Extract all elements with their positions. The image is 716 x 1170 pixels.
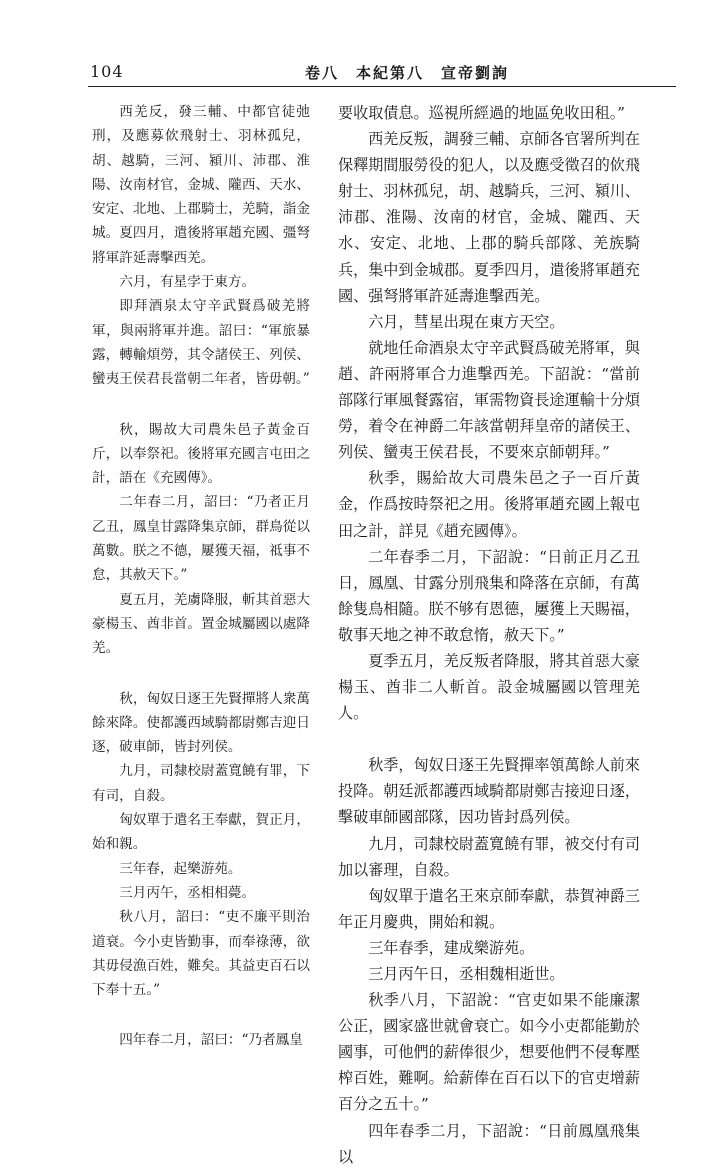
- paragraph-right-9: 九月，司隸校尉蓋寬饒有罪，被交付有司加以審理，自殺。: [338, 834, 640, 879]
- paragraph-right-7: 夏季五月，羌反叛者降服，將其首惡大豪楊玉、酋非二人斬首。設金城屬國以管理羌人。: [338, 651, 640, 723]
- classical-text-column: [92, 100, 310, 1049]
- paragraph-left-5: 二年春二月，詔曰：“乃者正月乙丑，鳳皇甘露降集京師，群鳥從以萬數。朕之不德，屢獲天福，祗事不怠，其赦天下。”: [92, 494, 310, 584]
- paragraph-right-3: 六月，彗星出現在東方天空。: [368, 312, 565, 331]
- paragraph-right-1: 要收取債息。巡視所經過的地區免收田租。”: [338, 104, 625, 122]
- paragraph-right-14: 四年春季二月，下詔說：“日前鳳凰飛集以: [338, 1121, 640, 1166]
- paragraph-left-3: 即拜酒泉太守辛武賢爲破羌將軍，與兩將軍并進。詔曰：“軍旅暴露，轉輸煩勞，其令諸侯王、列侯、蠻夷王侯君長當朝二年者，皆毋朝。”: [92, 298, 310, 388]
- paragraph-left-9: 匈奴單于遣名王奉獻，賀正月，始和親。: [92, 812, 310, 853]
- page-header: [0, 60, 716, 92]
- paragraph-right-5: 秋季，賜給故大司農朱邑之子一百斤黃金，作爲按時祭祀之用。後將軍趙充國上報屯田之計，詳見《趙充國傳》。: [338, 469, 640, 540]
- paragraph-right-2: 西羌反叛，調發三輔、京師各官署所判在保釋期間服勞役的犯人，以及應受徵召的佽飛射士、羽林孤兒，胡、越騎兵，三河、潁川、沛郡、淮陽、汝南的材官，金城、隴西、天水、安定、北地、上郡的騎兵部隊、羌族騎兵，集中到金城郡。夏季四月，遣後將軍趙充國、强弩將軍許延壽進擊西羌。: [338, 130, 640, 305]
- paragraph-right-12: 三月丙午日，丞相魏相逝世。: [368, 965, 565, 983]
- header-rule: [88, 86, 676, 87]
- paragraph-left-2: 六月，有星孛于東方。: [119, 274, 256, 291]
- paragraph-left-10: 三年春，起樂游苑。: [119, 860, 242, 877]
- paragraph-left-13: 四年春二月，詔曰：“乃者鳳皇: [119, 1032, 303, 1049]
- paragraph-right-13: 秋季八月，下詔說：“官吏如果不能廉潔公正，國家盛世就會衰亡。如今小吏都能勤於國事，可他們的薪俸很少，想要他們不侵奪壓榨百姓，難啊。給薪俸在百石以下的官吏增薪百分之五十。”: [338, 991, 640, 1114]
- paragraph-left-11: 三月丙午，丞相相薨。: [119, 884, 256, 901]
- paragraph-left-4: 秋，賜故大司農朱邑子黃金百斤，以奉祭祀。後將軍充國言屯田之計，語在《充國傳》。: [92, 421, 310, 487]
- paragraph-left-1: 西羌反，發三輔、中都官徒弛刑，及應募佽飛射士、羽林孤兒，胡、越騎，三河、潁川、沛郡、淮陽、汝南材官，金城、隴西、天水、安定、北地、上郡騎士，羌騎，詣金城。夏四月，遣後將軍趙充國、彊弩將軍許延壽擊西羌。: [92, 104, 310, 266]
- running-title: 卷八 本紀第八 宣帝劉詢: [305, 64, 510, 82]
- paragraph-right-6: 二年春季二月，下詔說：“日前正月乙丑日，鳳凰、甘露分別飛集和降落在京師，有萬餘隻鳥相隨。朕不够有恩德，屢獲上天賜福，敬事天地之神不敢怠惰，赦天下。”: [338, 547, 640, 644]
- paragraph-left-8: 九月，司隸校尉蓋寬饒有罪，下有司，自殺。: [92, 763, 310, 804]
- paragraph-right-11: 三年春季，建成樂游苑。: [368, 938, 535, 957]
- paragraph-left-6: 夏五月，羌虜降服，斬其首惡大豪楊玉、酋非首。置金城屬國以處降羌。: [92, 591, 310, 657]
- paragraph-right-4: 就地任命酒泉太守辛武賢爲破羌將軍，與趙、許兩將軍合力進擊西羌。下詔說：“當前部隊行軍風餐露宿，軍需物資長途運輸十分煩勞，着令在神爵二年該當朝拜皇帝的諸侯王、列侯、蠻夷王侯君長，不要來京師朝拜。”: [338, 338, 640, 462]
- paragraph-left-12: 秋八月，詔曰：“吏不廉平則治道衰。今小吏皆勤事，而奉祿薄，欲其毋侵漁百姓，難矣。其益吏百石以下奉十五。”: [92, 909, 310, 999]
- translation-column: [338, 100, 640, 1166]
- page-number: 104: [90, 62, 124, 81]
- paragraph-right-8: 秋季，匈奴日逐王先賢撣率領萬餘人前來投降。朝廷派都護西域騎都尉鄭吉接迎日逐，擊破車師國部隊，因功皆封爲列侯。: [338, 756, 640, 827]
- paragraph-right-10: 匈奴單于遣名王來京師奉獻，恭賀神爵三年正月慶典，開始和親。: [338, 886, 640, 931]
- paragraph-left-7: 秋，匈奴日逐王先賢撣將人衆萬餘來降。使都護西域騎都尉鄭吉迎日逐，破車師，皆封列侯。: [92, 690, 310, 756]
